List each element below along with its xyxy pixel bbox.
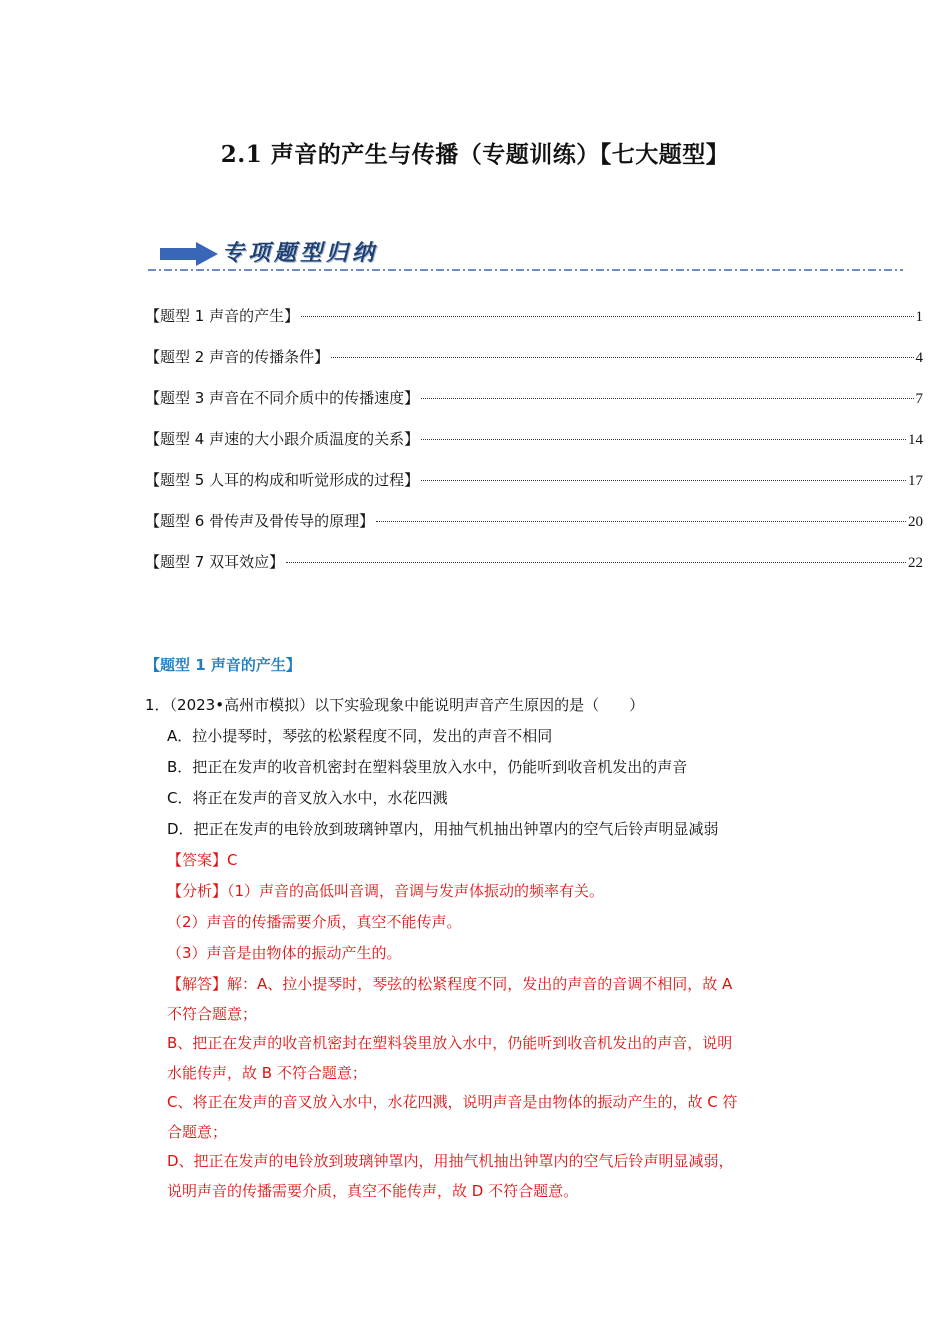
section-banner [148, 232, 903, 274]
option-c: C．将正在发声的音叉放入水中，水花四溅 [167, 789, 448, 807]
toc-entry[interactable] [145, 346, 923, 387]
toc-leader-dots [421, 480, 906, 481]
solution-line: C、将正在发声的音叉放入水中，水花四溅，说明声音是由物体的振动产生的，故 C 符 [167, 1093, 738, 1111]
toc-entry-label: 【题型 7 双耳效应】 [145, 553, 285, 571]
option-a: A．拉小提琴时，琴弦的松紧程度不同，发出的声音不相同 [167, 727, 553, 745]
arrow-right-icon [160, 242, 218, 266]
solution-line: D、把正在发声的电铃放到玻璃钟罩内，用抽气机抽出钟罩内的空气后铃声明显减弱， [167, 1152, 734, 1170]
toc-entry-page: 14 [908, 432, 923, 448]
solution-line: 合题意； [167, 1122, 228, 1141]
toc-entry-page: 4 [915, 350, 923, 366]
toc-entry-label: 【题型 4 声速的大小跟介质温度的关系】 [145, 430, 420, 448]
toc-entry[interactable] [145, 428, 923, 469]
analysis-line: 【分析】（1）声音的高低叫音调，音调与发声体振动的频率有关。 [167, 882, 605, 900]
option-d: D．把正在发声的电铃放到玻璃钟罩内，用抽气机抽出钟罩内的空气后铃声明显减弱 [167, 820, 719, 838]
question-stem: 1．（2023•高州市模拟）以下实验现象中能说明声音产生原因的是（ ） [145, 696, 645, 714]
table-of-contents [145, 305, 923, 592]
solution-line: 【解答】解：A、拉小提琴时，琴弦的松紧程度不同，发出的声音的音调不相同，故 A [167, 975, 733, 993]
toc-entry-page: 17 [908, 473, 923, 489]
page-title: 2.1 声音的产生与传播（专题训练）【七大题型】 [220, 141, 730, 168]
toc-entry-page: 22 [908, 555, 923, 571]
toc-leader-dots [286, 562, 906, 563]
toc-entry-page: 20 [908, 514, 923, 530]
analysis-line: （3）声音是由物体的振动产生的。 [167, 944, 402, 962]
toc-entry[interactable] [145, 551, 923, 592]
solution-line: 不符合题意； [167, 1004, 258, 1023]
toc-entry[interactable] [145, 469, 923, 510]
option-b: B．把正在发声的收音机密封在塑料袋里放入水中，仍能听到收音机发出的声音 [167, 758, 688, 776]
solution-line: 水能传声，故 B 不符合题意； [167, 1063, 367, 1082]
toc-entry-label: 【题型 2 声音的传播条件】 [145, 348, 330, 366]
toc-leader-dots [376, 521, 906, 522]
toc-entry[interactable] [145, 305, 923, 346]
analysis-line: （2）声音的传播需要介质，真空不能传声。 [167, 913, 462, 931]
solution-line: B、把正在发声的收音机密封在塑料袋里放入水中，仍能听到收音机发出的声音，说明 [167, 1034, 733, 1052]
toc-entry-label: 【题型 5 人耳的构成和听觉形成的过程】 [145, 471, 420, 489]
toc-entry[interactable] [145, 510, 923, 551]
toc-leader-dots [421, 398, 913, 399]
solution-line: 说明声音的传播需要介质，真空不能传声，故 D 不符合题意。 [167, 1181, 579, 1200]
solution-block [145, 973, 825, 1209]
toc-entry-label: 【题型 6 骨传声及骨传导的原理】 [145, 512, 375, 530]
answer-line: 【答案】C [167, 851, 238, 869]
toc-entry-label: 【题型 3 声音在不同介质中的传播速度】 [145, 389, 420, 407]
toc-entry[interactable] [145, 387, 923, 428]
question-block [145, 694, 825, 1209]
section-heading: 【题型 1 声音的产生】 [145, 656, 301, 674]
toc-entry-label: 【题型 1 声音的产生】 [145, 307, 300, 325]
toc-leader-dots [301, 316, 913, 317]
toc-leader-dots [331, 357, 913, 358]
toc-leader-dots [421, 439, 906, 440]
toc-entry-page: 1 [915, 309, 923, 325]
banner-divider [148, 269, 903, 271]
toc-entry-page: 7 [915, 391, 923, 407]
banner-title: 专项题型归纳 [222, 240, 379, 266]
